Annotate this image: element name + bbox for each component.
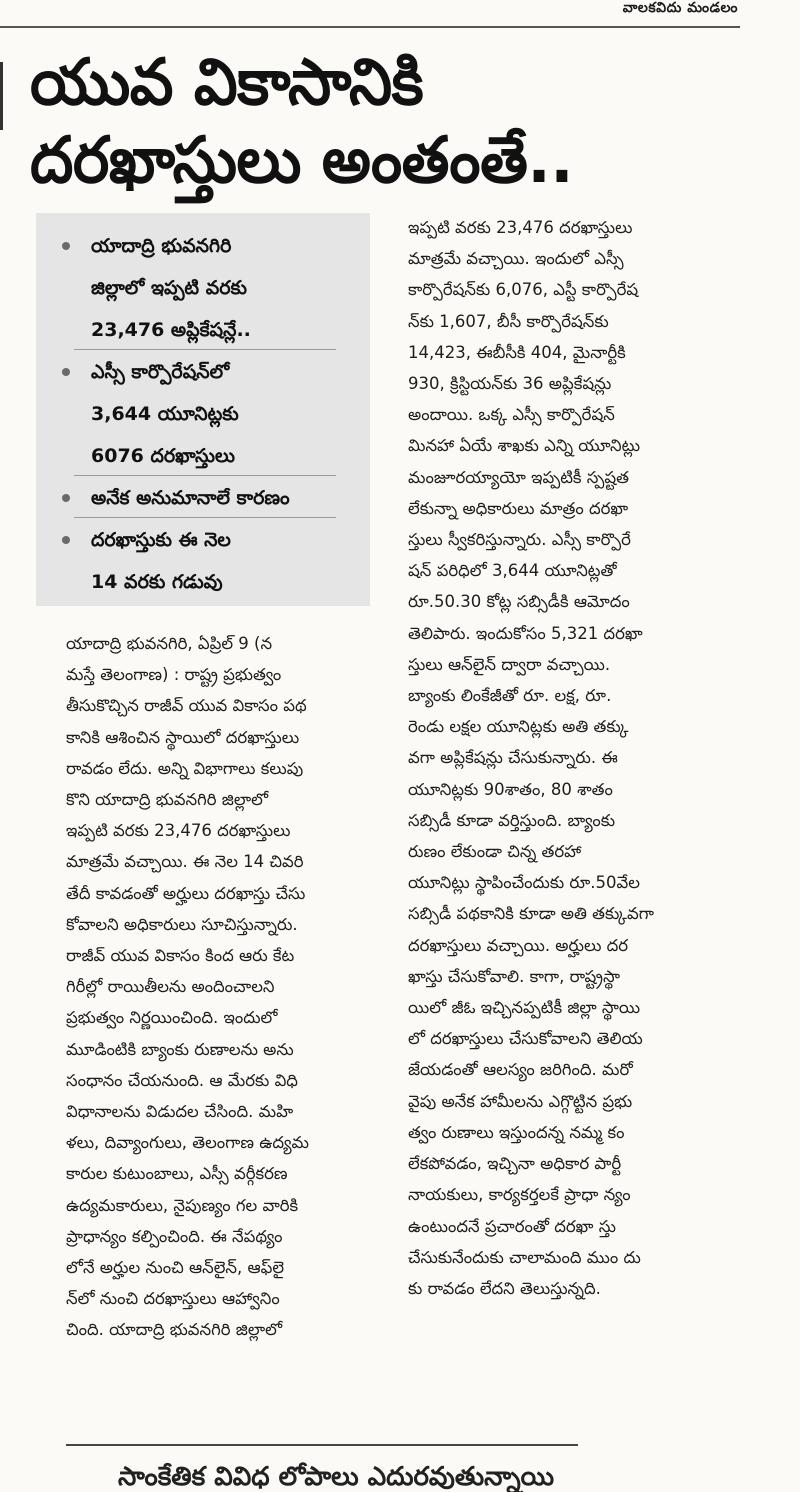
bullet-icon [62, 368, 70, 376]
highlight-line: అనేక అనుమానాలే కారణం [91, 487, 290, 509]
body-text-line: విధానాలను విడుదల చేసింది. మహి [66, 1102, 294, 1122]
next-article-headline-partial: సాంకేతిక వివిధ లోపాలు ఎదురవుతున్నాయి [118, 1462, 555, 1492]
body-text-line: గిరీల్లో రాయితీలను అందించాలని [66, 977, 275, 997]
body-text-line: చేసుకునేందుకు చాలామంది ముం దు [408, 1247, 641, 1267]
highlight-line: 6076 దరఖాస్తులు [91, 445, 236, 467]
body-text-line: యూనిట్లకు 90శాతం, 80 శాతం [408, 779, 613, 799]
highlight-line: దరఖాస్తుకు ఈ నెల [91, 529, 231, 551]
highlight-item [36, 477, 370, 519]
body-text-line: మాత్రమే వచ్చాయి. ఇందులో ఎస్సీ [408, 249, 624, 269]
body-text-line: మినహా ఏయే శాఖకు ఎన్ని యూనిట్లు [408, 436, 641, 456]
headline-line-2: దరఖాస్తులు అంతంతే.. [30, 124, 574, 198]
bullet-icon [62, 242, 70, 250]
body-text-line: యూనిట్లు స్థాపించేందుకు రూ.50వేల [408, 873, 640, 893]
body-text-line: న్‌కు 1,607, బీసీ కార్పొరేషన్‌కు [408, 311, 609, 331]
body-text-line: మస్తే తెలంగాణ) : రాష్ట్ర ప్రభుత్వం [66, 665, 282, 685]
highlight-line: 14 వరకు గడువు [91, 571, 223, 593]
body-text-line: నాయకులు, కార్యకర్తలకే ప్రాధా న్యం [408, 1185, 631, 1205]
body-text-line: కారుల కుటుంబాలు, ఎస్సీ వర్గీకరణ [66, 1164, 288, 1184]
body-text-line: సబ్సిడీ కూడా వర్తిస్తుంది. బ్యాంకు [408, 810, 616, 830]
highlight-item [36, 225, 370, 351]
highlight-item [36, 519, 370, 603]
body-text-line: కోవాలని అధికారులు సూచిస్తున్నారు. [66, 914, 298, 934]
body-text-line: ఇప్పటి వరకు 23,476 దరఖాస్తులు [66, 821, 291, 841]
body-text-line: స్తులు స్వీకరిస్తున్నారు. ఎస్సీ కార్పొరే [408, 530, 631, 550]
page-section-label: వాలకవిదు మండలం [622, 0, 738, 16]
body-text-line: కొని యాదాద్రి భువనగిరి జిల్లాలో [66, 790, 269, 810]
body-text-line: రుణం లేకుండా చిన్న తరహా [408, 842, 582, 862]
body-text-line: ళలు, దివ్యాంగులు, తెలంగాణ ఉద్యమ [66, 1133, 309, 1153]
body-text-line: ఉంటుందనే ప్రచారంతో దరఖా స్తు [408, 1216, 616, 1236]
body-text-line: రెండు లక్షల యూనిట్లకు అతి తక్కు [408, 717, 629, 737]
body-text-line: రావడం లేదు. అన్ని విభాగాలు కలుపు [66, 758, 304, 778]
body-text-line: ఇప్పటి వరకు 23,476 దరఖాస్తులు [408, 218, 633, 237]
body-text-line: లేకున్నా అధికారులు మాత్రం దరఖా [408, 498, 629, 518]
body-text-line: షన్ పరిధిలో 3,644 యూనిట్లతో [408, 561, 617, 581]
body-text-line: ఉద్యమకారులు, నైపుణ్యం గల వారికి [66, 1195, 299, 1215]
body-text-line: కు రావడం లేదని తెలుస్తున్నది. [408, 1278, 601, 1298]
body-text-line: త్వం రుణాలు ఇస్తుందన్న నమ్మ కం [408, 1122, 625, 1142]
bullet-icon [62, 536, 70, 544]
body-text-line: రూ.50.30 కోట్ల సబ్సిడీకి ఆమోదం [408, 592, 630, 612]
body-text-line: వైపు అనేక హామీలను ఎగ్గొట్టిన ప్రభు [408, 1091, 633, 1111]
headline-line-1: యువ వికాసానికి [30, 46, 424, 120]
body-text-line: బ్యాంకు లింకేజీతో రూ. లక్ష, రూ. [408, 686, 612, 706]
highlight-line: 3,644 యూనిట్లకు [91, 403, 239, 425]
body-text-line: స్తులు ఆన్‌లైన్ ద్వారా వచ్చాయి. [408, 654, 611, 674]
body-text-line: తీసుకొచ్చిన రాజీవ్ యువ వికాసం పథ [66, 696, 307, 716]
article-body-left-column [66, 628, 380, 1346]
left-edge-mark [0, 62, 3, 130]
highlight-item [36, 351, 370, 477]
body-text-line: రాజీవ్ యువ వికాసం కింద ఆరు కేట [66, 946, 295, 966]
body-text-line: లోనే అర్హుల నుంచి ఆన్‌లైన్, ఆఫ్‌లై [66, 1258, 285, 1278]
body-text-line: మంజూరయ్యాయో ఇప్పటికీ స్పష్టత [408, 467, 629, 487]
body-text-line: తెలిపారు. ఇందుకోసం 5,321 దరఖా [408, 623, 643, 643]
highlight-line: జిల్లాలో ఇప్పటి వరకు [91, 277, 247, 299]
body-text-line: న్‌లో నుంచి దరఖాస్తులు ఆహ్వానిం [66, 1289, 280, 1309]
bottom-divider [66, 1444, 578, 1446]
highlight-line: 23,476 అప్లికేషన్లే.. [91, 319, 251, 341]
body-text-line: యిలో జీఓ ఇచ్చినప్పటికీ జిల్లా స్థాయి [408, 998, 641, 1018]
body-text-line: సంధానం చేయనుంది. ఆ మేరకు విధి [66, 1070, 298, 1090]
highlight-line: యాదాద్రి భువనగిరి [91, 235, 232, 257]
body-text-line: లో దరఖాస్తులు చేసుకోవాలని తెలియ [408, 1029, 643, 1049]
body-text-line: తేదీ కావడంతో అర్హులు దరఖాస్తు చేసు [66, 883, 306, 903]
body-text-line: ప్రాధాన్యం కల్పించింది. ఈ నేపథ్యం [66, 1226, 283, 1246]
body-text-line: కానికి ఆశించిన స్థాయిలో దరఖాస్తులు [66, 727, 300, 747]
body-text-line: ఖాస్తు చేసుకోవాలి. కాగా, రాష్ట్రస్థా [408, 966, 620, 986]
body-text-line: వగా అప్లికేషన్లు చేసుకున్నారు. ఈ [408, 748, 618, 768]
body-text-line: యాదాద్రి భువనగిరి, ఏప్రిల్ 9 (న [66, 634, 273, 653]
body-text-line: దరఖాస్తులు వచ్చాయి. అర్హులు దర [408, 935, 629, 955]
body-text-line: మాత్రమే వచ్చాయి. ఈ నెల 14 చివరి [66, 852, 304, 872]
body-text-line: సబ్సిడీ పథకానికి కూడా అతి తక్కువగా [408, 904, 654, 924]
body-text-line: 930, క్రిస్టియన్‌కు 36 అప్లికేషన్లు [408, 374, 612, 394]
bullet-icon [62, 494, 70, 502]
body-text-line: కార్పొరేషన్‌కు 6,076, ఎస్టీ కార్పొరేష [408, 280, 639, 300]
highlights-box [36, 213, 370, 606]
top-divider [0, 26, 740, 28]
body-text-line: చింది. యాదాద్రి భువనగిరి జిల్లాలో [66, 1320, 283, 1340]
body-text-line: 14,423, ఈబీసీకి 404, మైనార్టీకి [408, 342, 626, 362]
body-text-line: లేకపోవడం, ఇచ్చినా అధికార పార్టీ [408, 1154, 622, 1174]
highlights-list [36, 213, 370, 603]
article-body-right-column [408, 212, 744, 1304]
body-text-line: జేయడంతో ఆలస్యం జరిగింది. మరో [408, 1060, 633, 1080]
article-headline [30, 44, 740, 200]
body-text-line: ప్రభుత్వం నిర్ణయించింది. ఇందులో [66, 1008, 278, 1028]
body-text-line: అందాయి. ఒక్క ఎస్సీ కార్పొరేషన్ [408, 405, 615, 425]
body-text-line: మూడింటికి బ్యాంకు రుణాలను అను [66, 1039, 294, 1059]
highlight-line: ఎస్సీ కార్పొరేషన్‌లో [91, 361, 230, 383]
